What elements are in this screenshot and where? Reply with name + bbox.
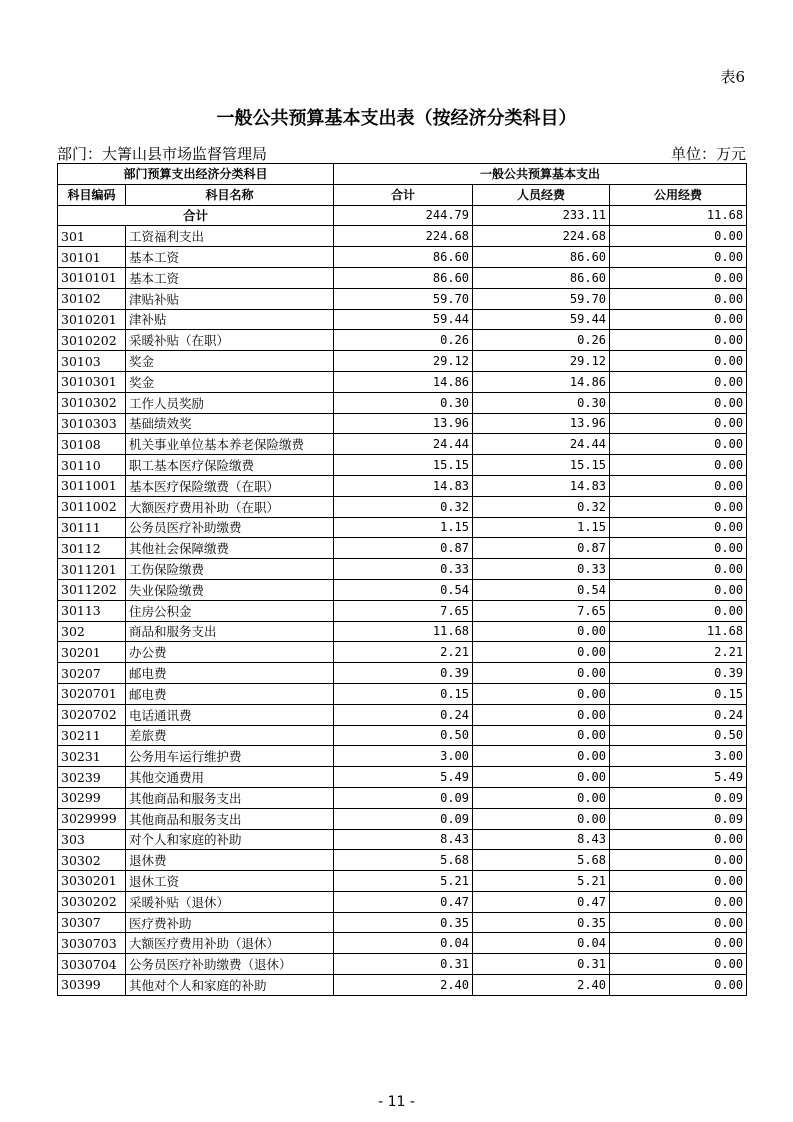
row-code: 30101 — [58, 247, 126, 268]
row-public: 0.50 — [610, 725, 747, 746]
row-total: 7.65 — [334, 600, 473, 621]
row-personnel: 24.44 — [473, 434, 610, 455]
row-personnel: 2.40 — [473, 975, 610, 996]
row-code: 3030201 — [58, 871, 126, 892]
row-name: 工伤保险缴费 — [126, 559, 334, 580]
row-code: 30201 — [58, 642, 126, 663]
row-code: 30103 — [58, 351, 126, 372]
row-name: 采暖补贴（在职） — [126, 330, 334, 351]
row-name: 退休费 — [126, 850, 334, 871]
row-personnel: 224.68 — [473, 226, 610, 247]
row-total: 0.32 — [334, 496, 473, 517]
row-total: 8.43 — [334, 829, 473, 850]
row-total: 86.60 — [334, 267, 473, 288]
row-total: 24.44 — [334, 434, 473, 455]
total-public: 11.68 — [610, 205, 747, 226]
table-row — [58, 538, 747, 559]
row-personnel: 0.47 — [473, 891, 610, 912]
row-total: 5.49 — [334, 767, 473, 788]
row-personnel: 8.43 — [473, 829, 610, 850]
table-row — [58, 559, 747, 580]
column-header-public: 公用经费 — [610, 184, 747, 205]
row-personnel: 0.00 — [473, 787, 610, 808]
row-personnel: 5.68 — [473, 850, 610, 871]
table-row — [58, 496, 747, 517]
row-public: 0.00 — [610, 288, 747, 309]
row-public: 0.00 — [610, 267, 747, 288]
row-name: 住房公积金 — [126, 600, 334, 621]
row-personnel: 15.15 — [473, 455, 610, 476]
row-total: 0.15 — [334, 683, 473, 704]
row-personnel: 0.00 — [473, 621, 610, 642]
department-label: 部门：大箐山县市场监督管理局 — [57, 145, 268, 163]
row-name: 电话通讯费 — [126, 704, 334, 725]
row-code: 3010201 — [58, 309, 126, 330]
row-code: 30207 — [58, 663, 126, 684]
row-name: 退休工资 — [126, 871, 334, 892]
row-code: 30108 — [58, 434, 126, 455]
column-header-code: 科目编码 — [58, 184, 126, 205]
row-public: 5.49 — [610, 767, 747, 788]
row-name: 大额医疗费用补助（在职） — [126, 496, 334, 517]
row-total: 5.68 — [334, 850, 473, 871]
row-name: 机关事业单位基本养老保险缴费 — [126, 434, 334, 455]
table-row — [58, 704, 747, 725]
row-personnel: 86.60 — [473, 247, 610, 268]
row-personnel: 0.00 — [473, 767, 610, 788]
row-code: 30302 — [58, 850, 126, 871]
row-public: 0.24 — [610, 704, 747, 725]
row-total: 0.24 — [334, 704, 473, 725]
table-row — [58, 371, 747, 392]
row-name: 采暖补贴（退休） — [126, 891, 334, 912]
document-meta — [57, 143, 746, 163]
row-name: 商品和服务支出 — [126, 621, 334, 642]
row-public: 0.00 — [610, 559, 747, 580]
row-name: 公务用车运行维护费 — [126, 746, 334, 767]
row-name: 基本工资 — [126, 267, 334, 288]
row-public: 0.00 — [610, 891, 747, 912]
row-code: 30239 — [58, 767, 126, 788]
row-code: 3010101 — [58, 267, 126, 288]
table-row — [58, 351, 747, 372]
row-code: 3010202 — [58, 330, 126, 351]
row-public: 0.00 — [610, 871, 747, 892]
row-name: 对个人和家庭的补助 — [126, 829, 334, 850]
row-total: 59.44 — [334, 309, 473, 330]
row-personnel: 13.96 — [473, 413, 610, 434]
row-total: 11.68 — [334, 621, 473, 642]
page-title: 一般公共预算基本支出表（按经济分类科目） — [216, 108, 577, 129]
table-row — [58, 912, 747, 933]
row-public: 0.00 — [610, 850, 747, 871]
row-total: 86.60 — [334, 247, 473, 268]
total-amount: 244.79 — [334, 205, 473, 226]
row-code: 30102 — [58, 288, 126, 309]
row-personnel: 0.00 — [473, 746, 610, 767]
row-personnel: 0.32 — [473, 496, 610, 517]
row-public: 0.00 — [610, 309, 747, 330]
row-public: 0.00 — [610, 475, 747, 496]
row-personnel: 0.00 — [473, 642, 610, 663]
row-personnel: 0.33 — [473, 559, 610, 580]
row-personnel: 0.00 — [473, 808, 610, 829]
table-row — [58, 683, 747, 704]
row-public: 0.00 — [610, 434, 747, 455]
row-personnel: 0.26 — [473, 330, 610, 351]
row-personnel: 59.70 — [473, 288, 610, 309]
row-name: 其他对个人和家庭的补助 — [126, 975, 334, 996]
row-personnel: 0.31 — [473, 954, 610, 975]
row-code: 301 — [58, 226, 126, 247]
row-total: 0.09 — [334, 787, 473, 808]
row-total: 5.21 — [334, 871, 473, 892]
row-name: 其他商品和服务支出 — [126, 808, 334, 829]
row-name: 差旅费 — [126, 725, 334, 746]
row-public: 0.00 — [610, 579, 747, 600]
row-code: 30399 — [58, 975, 126, 996]
row-code: 3020702 — [58, 704, 126, 725]
table-row — [58, 600, 747, 621]
table-row — [58, 475, 747, 496]
table-row — [58, 434, 747, 455]
row-code: 3030704 — [58, 954, 126, 975]
row-code: 30231 — [58, 746, 126, 767]
table-row — [58, 808, 747, 829]
row-public: 0.00 — [610, 455, 747, 476]
row-public: 0.00 — [610, 496, 747, 517]
row-total: 0.30 — [334, 392, 473, 413]
row-total: 15.15 — [334, 455, 473, 476]
row-public: 0.39 — [610, 663, 747, 684]
table-row — [58, 954, 747, 975]
row-public: 3.00 — [610, 746, 747, 767]
row-public: 0.00 — [610, 351, 747, 372]
row-total: 0.54 — [334, 579, 473, 600]
page-number: - 11 - — [378, 1094, 415, 1110]
row-name: 其他交通费用 — [126, 767, 334, 788]
row-total: 224.68 — [334, 226, 473, 247]
row-name: 失业保险缴费 — [126, 579, 334, 600]
row-personnel: 5.21 — [473, 871, 610, 892]
row-code: 3030202 — [58, 891, 126, 912]
row-code: 3010302 — [58, 392, 126, 413]
row-personnel: 14.86 — [473, 371, 610, 392]
table-body — [58, 205, 747, 995]
row-total: 0.47 — [334, 891, 473, 912]
total-label: 合计 — [58, 205, 334, 226]
table-row — [58, 247, 747, 268]
row-code: 30211 — [58, 725, 126, 746]
row-total: 1.15 — [334, 517, 473, 538]
row-public: 0.00 — [610, 933, 747, 954]
row-public: 0.00 — [610, 226, 747, 247]
row-total: 13.96 — [334, 413, 473, 434]
row-personnel: 0.00 — [473, 725, 610, 746]
row-personnel: 0.04 — [473, 933, 610, 954]
table-row — [58, 267, 747, 288]
row-name: 公务员医疗补助缴费 — [126, 517, 334, 538]
row-public: 0.00 — [610, 371, 747, 392]
row-public: 0.00 — [610, 954, 747, 975]
row-name: 津贴补贴 — [126, 288, 334, 309]
row-code: 3030703 — [58, 933, 126, 954]
row-total: 0.31 — [334, 954, 473, 975]
row-total: 0.09 — [334, 808, 473, 829]
table-row — [58, 517, 747, 538]
table-row — [58, 288, 747, 309]
table-row — [58, 663, 747, 684]
row-code: 30112 — [58, 538, 126, 559]
row-code: 30307 — [58, 912, 126, 933]
row-public: 0.00 — [610, 829, 747, 850]
row-code: 3029999 — [58, 808, 126, 829]
row-public: 0.09 — [610, 808, 747, 829]
row-name: 邮电费 — [126, 663, 334, 684]
row-code: 3010301 — [58, 371, 126, 392]
table-row — [58, 933, 747, 954]
row-personnel: 0.00 — [473, 663, 610, 684]
row-code: 3011001 — [58, 475, 126, 496]
row-name: 职工基本医疗保险缴费 — [126, 455, 334, 476]
row-name: 工作人员奖励 — [126, 392, 334, 413]
table-row — [58, 829, 747, 850]
row-code: 3010303 — [58, 413, 126, 434]
budget-table — [57, 163, 747, 996]
row-code: 30111 — [58, 517, 126, 538]
row-total: 0.33 — [334, 559, 473, 580]
row-public: 0.00 — [610, 330, 747, 351]
table-row — [58, 413, 747, 434]
row-code: 30110 — [58, 455, 126, 476]
row-personnel: 59.44 — [473, 309, 610, 330]
row-total: 29.12 — [334, 351, 473, 372]
table-row — [58, 579, 747, 600]
row-personnel: 0.30 — [473, 392, 610, 413]
row-total: 0.26 — [334, 330, 473, 351]
row-code: 303 — [58, 829, 126, 850]
row-total: 0.87 — [334, 538, 473, 559]
row-name: 公务员医疗补助缴费（退休） — [126, 954, 334, 975]
row-name: 其他社会保障缴费 — [126, 538, 334, 559]
row-public: 2.21 — [610, 642, 747, 663]
header-group-basic-expenditure: 一般公共预算基本支出 — [334, 164, 747, 185]
row-personnel: 7.65 — [473, 600, 610, 621]
column-header-personnel: 人员经费 — [473, 184, 610, 205]
row-total: 2.21 — [334, 642, 473, 663]
table-row — [58, 746, 747, 767]
row-personnel: 29.12 — [473, 351, 610, 372]
row-personnel: 0.00 — [473, 704, 610, 725]
row-name: 办公费 — [126, 642, 334, 663]
table-row — [58, 725, 747, 746]
row-code: 30299 — [58, 787, 126, 808]
row-name: 基本医疗保险缴费（在职） — [126, 475, 334, 496]
row-public: 0.00 — [610, 975, 747, 996]
row-public: 0.09 — [610, 787, 747, 808]
row-personnel: 0.87 — [473, 538, 610, 559]
table-row — [58, 392, 747, 413]
row-total: 0.39 — [334, 663, 473, 684]
row-name: 基本工资 — [126, 247, 334, 268]
table-row — [58, 975, 747, 996]
row-total: 0.04 — [334, 933, 473, 954]
row-personnel: 0.54 — [473, 579, 610, 600]
row-public: 0.00 — [610, 538, 747, 559]
unit-label: 单位：万元 — [670, 145, 746, 163]
header-column-row — [58, 184, 747, 205]
row-personnel: 1.15 — [473, 517, 610, 538]
row-code: 3020701 — [58, 683, 126, 704]
table-row — [58, 850, 747, 871]
header-group-row — [58, 164, 747, 185]
table-row — [58, 226, 747, 247]
row-public: 0.00 — [610, 517, 747, 538]
row-total: 0.35 — [334, 912, 473, 933]
table-row — [58, 787, 747, 808]
row-code: 3011202 — [58, 579, 126, 600]
row-total: 3.00 — [334, 746, 473, 767]
header-group-economic-category: 部门预算支出经济分类科目 — [58, 164, 334, 185]
table-row — [58, 871, 747, 892]
row-name: 基础绩效奖 — [126, 413, 334, 434]
row-public: 0.00 — [610, 392, 747, 413]
row-name: 津补贴 — [126, 309, 334, 330]
table-row — [58, 330, 747, 351]
total-row — [58, 205, 747, 226]
total-personnel: 233.11 — [473, 205, 610, 226]
row-public: 0.00 — [610, 600, 747, 621]
column-header-total: 合计 — [334, 184, 473, 205]
table-row — [58, 767, 747, 788]
row-name: 奖金 — [126, 351, 334, 372]
row-public: 0.00 — [610, 912, 747, 933]
row-name: 大额医疗费用补助（退休） — [126, 933, 334, 954]
row-total: 14.86 — [334, 371, 473, 392]
row-total: 0.50 — [334, 725, 473, 746]
row-code: 3011002 — [58, 496, 126, 517]
row-total: 59.70 — [334, 288, 473, 309]
row-code: 30113 — [58, 600, 126, 621]
table-row — [58, 309, 747, 330]
row-total: 2.40 — [334, 975, 473, 996]
row-name: 医疗费补助 — [126, 912, 334, 933]
table-row — [58, 621, 747, 642]
row-code: 302 — [58, 621, 126, 642]
row-public: 0.00 — [610, 247, 747, 268]
table-row — [58, 642, 747, 663]
row-name: 其他商品和服务支出 — [126, 787, 334, 808]
row-public: 0.15 — [610, 683, 747, 704]
row-public: 0.00 — [610, 413, 747, 434]
row-personnel: 14.83 — [473, 475, 610, 496]
table-row — [58, 455, 747, 476]
row-public: 11.68 — [610, 621, 747, 642]
row-personnel: 86.60 — [473, 267, 610, 288]
row-name: 奖金 — [126, 371, 334, 392]
row-personnel: 0.35 — [473, 912, 610, 933]
row-total: 14.83 — [334, 475, 473, 496]
row-name: 邮电费 — [126, 683, 334, 704]
table-row — [58, 891, 747, 912]
row-code: 3011201 — [58, 559, 126, 580]
column-header-name: 科目名称 — [126, 184, 334, 205]
row-name: 工资福利支出 — [126, 226, 334, 247]
row-personnel: 0.00 — [473, 683, 610, 704]
table-number: 表6 — [720, 68, 745, 86]
